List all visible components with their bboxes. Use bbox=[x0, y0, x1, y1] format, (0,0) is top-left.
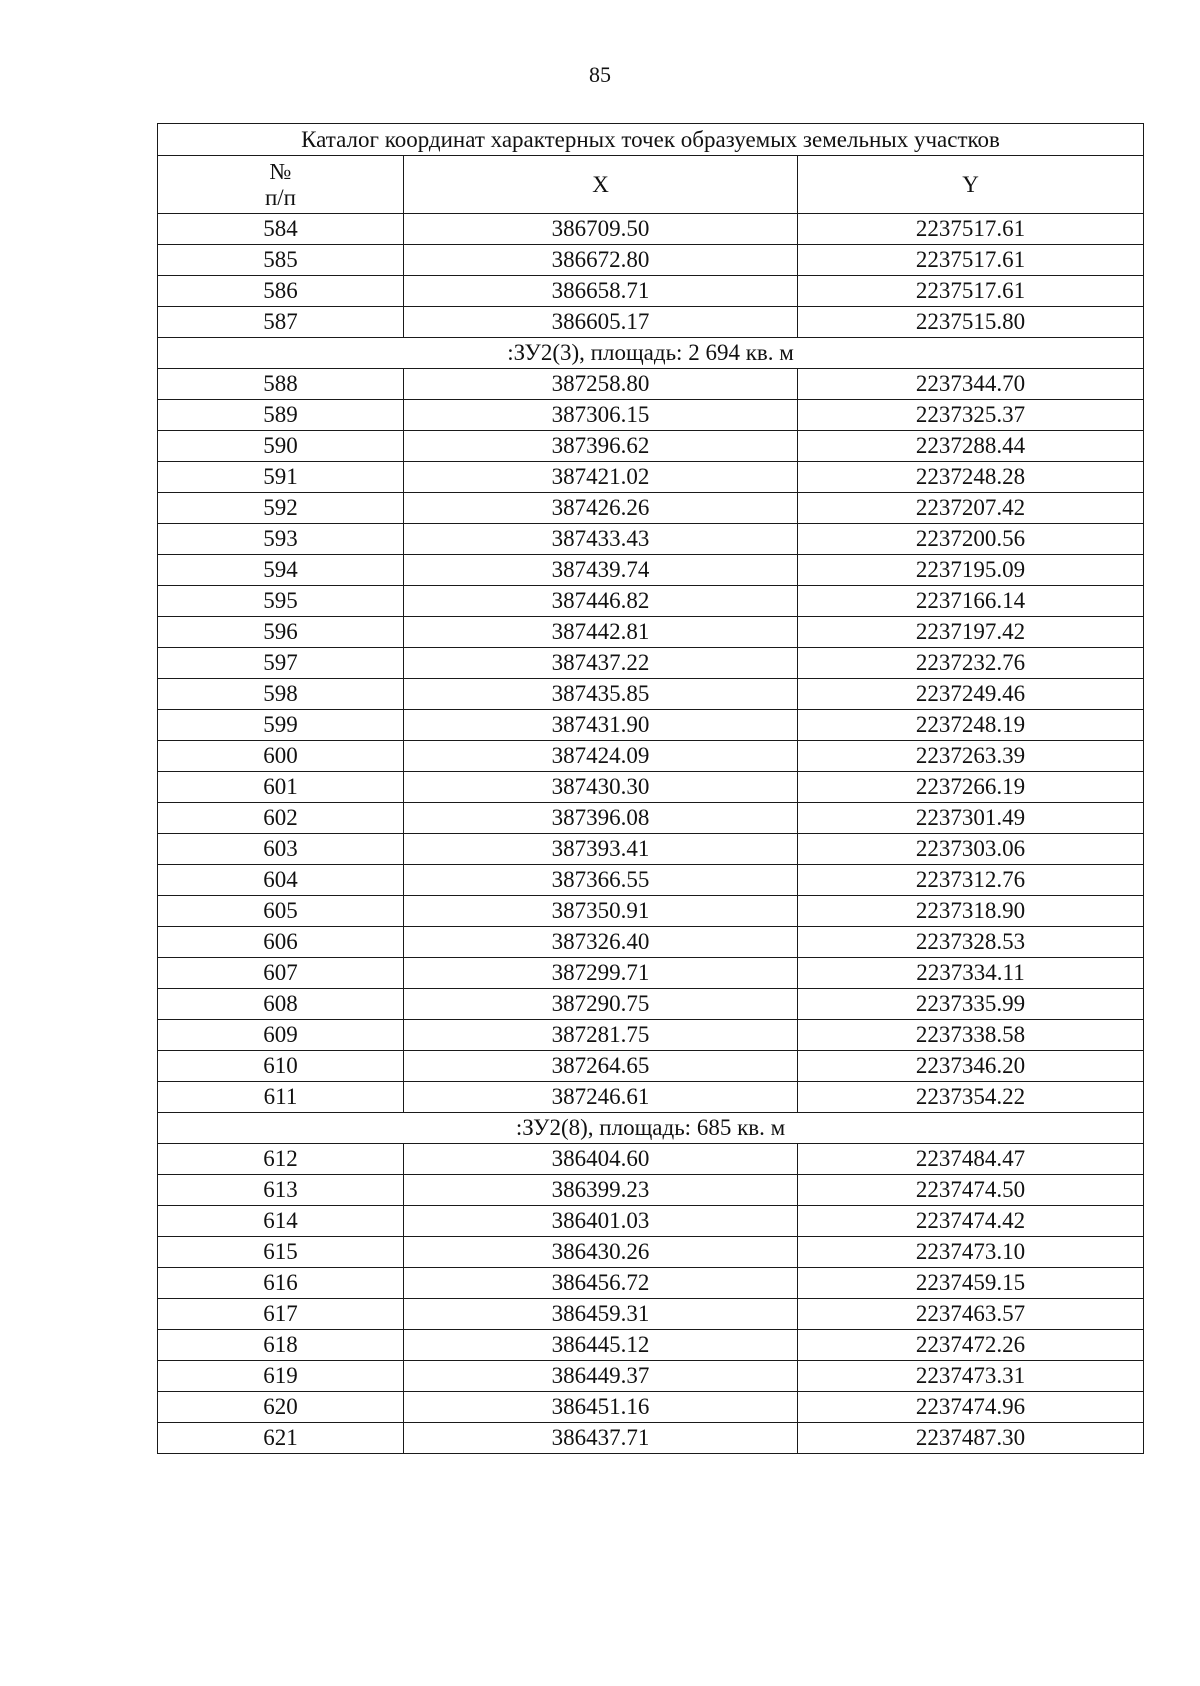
point-number-cell: 588 bbox=[158, 369, 404, 400]
table-row bbox=[158, 369, 1144, 400]
y-coordinate-cell: 2237517.61 bbox=[798, 245, 1144, 276]
point-number-cell: 597 bbox=[158, 648, 404, 679]
x-coordinate-cell: 387396.08 bbox=[404, 803, 798, 834]
y-coordinate-cell: 2237515.80 bbox=[798, 307, 1144, 338]
point-number-cell: 609 bbox=[158, 1020, 404, 1051]
point-number-cell: 611 bbox=[158, 1082, 404, 1113]
table-row bbox=[158, 214, 1144, 245]
x-coordinate-cell: 387396.62 bbox=[404, 431, 798, 462]
column-header-number-sign: № bbox=[269, 158, 292, 184]
table-row bbox=[158, 989, 1144, 1020]
table-row bbox=[158, 1082, 1144, 1113]
y-coordinate-cell: 2237334.11 bbox=[798, 958, 1144, 989]
table-row bbox=[158, 927, 1144, 958]
x-coordinate-cell: 387264.65 bbox=[404, 1051, 798, 1082]
x-coordinate-cell: 387290.75 bbox=[404, 989, 798, 1020]
y-coordinate-cell: 2237325.37 bbox=[798, 400, 1144, 431]
table-row bbox=[158, 245, 1144, 276]
y-coordinate-cell: 2237354.22 bbox=[798, 1082, 1144, 1113]
x-coordinate-cell: 387306.15 bbox=[404, 400, 798, 431]
y-coordinate-cell: 2237197.42 bbox=[798, 617, 1144, 648]
point-number-cell: 614 bbox=[158, 1206, 404, 1237]
table-row bbox=[158, 803, 1144, 834]
point-number-cell: 615 bbox=[158, 1237, 404, 1268]
point-number-cell: 590 bbox=[158, 431, 404, 462]
x-coordinate-cell: 387281.75 bbox=[404, 1020, 798, 1051]
table-row bbox=[158, 617, 1144, 648]
x-coordinate-cell: 387431.90 bbox=[404, 710, 798, 741]
section-row bbox=[158, 1113, 1144, 1144]
point-number-cell: 603 bbox=[158, 834, 404, 865]
y-coordinate-cell: 2237166.14 bbox=[798, 586, 1144, 617]
y-coordinate-cell: 2237463.57 bbox=[798, 1299, 1144, 1330]
point-number-cell: 594 bbox=[158, 555, 404, 586]
point-number-cell: 601 bbox=[158, 772, 404, 803]
table-row bbox=[158, 958, 1144, 989]
section-row bbox=[158, 338, 1144, 369]
point-number-cell: 617 bbox=[158, 1299, 404, 1330]
x-coordinate-cell: 387446.82 bbox=[404, 586, 798, 617]
x-coordinate-cell: 387426.26 bbox=[404, 493, 798, 524]
table-body bbox=[158, 214, 1144, 1454]
table-row bbox=[158, 772, 1144, 803]
table-row bbox=[158, 1237, 1144, 1268]
y-coordinate-cell: 2237288.44 bbox=[798, 431, 1144, 462]
point-number-cell: 589 bbox=[158, 400, 404, 431]
table-row bbox=[158, 1020, 1144, 1051]
x-coordinate-cell: 387439.74 bbox=[404, 555, 798, 586]
table-row bbox=[158, 1268, 1144, 1299]
section-label: :ЗУ2(8), площадь: 685 кв. м bbox=[158, 1113, 1144, 1144]
table-row bbox=[158, 896, 1144, 927]
point-number-cell: 604 bbox=[158, 865, 404, 896]
y-coordinate-cell: 2237303.06 bbox=[798, 834, 1144, 865]
point-number-cell: 598 bbox=[158, 679, 404, 710]
y-coordinate-cell: 2237301.49 bbox=[798, 803, 1144, 834]
x-coordinate-cell: 386456.72 bbox=[404, 1268, 798, 1299]
y-coordinate-cell: 2237328.53 bbox=[798, 927, 1144, 958]
table-row bbox=[158, 462, 1144, 493]
x-coordinate-cell: 386399.23 bbox=[404, 1175, 798, 1206]
x-coordinate-cell: 386404.60 bbox=[404, 1144, 798, 1175]
y-coordinate-cell: 2237517.61 bbox=[798, 276, 1144, 307]
page-number: 85 bbox=[589, 62, 611, 87]
x-coordinate-cell: 387430.30 bbox=[404, 772, 798, 803]
x-coordinate-cell: 386449.37 bbox=[404, 1361, 798, 1392]
x-coordinate-cell: 387421.02 bbox=[404, 462, 798, 493]
x-coordinate-cell: 387433.43 bbox=[404, 524, 798, 555]
point-number-cell: 592 bbox=[158, 493, 404, 524]
y-coordinate-cell: 2237517.61 bbox=[798, 214, 1144, 245]
y-coordinate-cell: 2237200.56 bbox=[798, 524, 1144, 555]
point-number-cell: 593 bbox=[158, 524, 404, 555]
table-row bbox=[158, 1392, 1144, 1423]
point-number-cell: 612 bbox=[158, 1144, 404, 1175]
point-number-cell: 591 bbox=[158, 462, 404, 493]
y-coordinate-cell: 2237207.42 bbox=[798, 493, 1144, 524]
column-header-x: X bbox=[404, 156, 798, 214]
column-header-number-abbr: п/п bbox=[264, 184, 296, 210]
x-coordinate-cell: 386451.16 bbox=[404, 1392, 798, 1423]
table-row bbox=[158, 1144, 1144, 1175]
x-coordinate-cell: 386709.50 bbox=[404, 214, 798, 245]
x-coordinate-cell: 387435.85 bbox=[404, 679, 798, 710]
point-number-cell: 584 bbox=[158, 214, 404, 245]
y-coordinate-cell: 2237473.10 bbox=[798, 1237, 1144, 1268]
y-coordinate-cell: 2237318.90 bbox=[798, 896, 1144, 927]
x-coordinate-cell: 387350.91 bbox=[404, 896, 798, 927]
x-coordinate-cell: 386401.03 bbox=[404, 1206, 798, 1237]
table-row bbox=[158, 710, 1144, 741]
x-coordinate-cell: 387442.81 bbox=[404, 617, 798, 648]
x-coordinate-cell: 386437.71 bbox=[404, 1423, 798, 1454]
y-coordinate-cell: 2237474.42 bbox=[798, 1206, 1144, 1237]
table-row bbox=[158, 400, 1144, 431]
y-coordinate-cell: 2237249.46 bbox=[798, 679, 1144, 710]
y-coordinate-cell: 2237195.09 bbox=[798, 555, 1144, 586]
point-number-cell: 602 bbox=[158, 803, 404, 834]
table-row bbox=[158, 1175, 1144, 1206]
y-coordinate-cell: 2237474.50 bbox=[798, 1175, 1144, 1206]
table-row bbox=[158, 741, 1144, 772]
x-coordinate-cell: 387393.41 bbox=[404, 834, 798, 865]
x-coordinate-cell: 387326.40 bbox=[404, 927, 798, 958]
y-coordinate-cell: 2237248.19 bbox=[798, 710, 1144, 741]
point-number-cell: 595 bbox=[158, 586, 404, 617]
table-title-row bbox=[158, 124, 1144, 156]
x-coordinate-cell: 386430.26 bbox=[404, 1237, 798, 1268]
point-number-cell: 613 bbox=[158, 1175, 404, 1206]
point-number-cell: 608 bbox=[158, 989, 404, 1020]
column-header-y: Y bbox=[798, 156, 1144, 214]
x-coordinate-cell: 386459.31 bbox=[404, 1299, 798, 1330]
table-row bbox=[158, 679, 1144, 710]
x-coordinate-cell: 387424.09 bbox=[404, 741, 798, 772]
point-number-cell: 587 bbox=[158, 307, 404, 338]
table-row bbox=[158, 524, 1144, 555]
point-number-cell: 600 bbox=[158, 741, 404, 772]
table-title: Каталог координат характерных точек образуемых земельных участков bbox=[158, 124, 1144, 156]
point-number-cell: 585 bbox=[158, 245, 404, 276]
x-coordinate-cell: 387258.80 bbox=[404, 369, 798, 400]
column-header-number bbox=[158, 156, 404, 214]
table-row bbox=[158, 834, 1144, 865]
x-coordinate-cell: 386605.17 bbox=[404, 307, 798, 338]
x-coordinate-cell: 387366.55 bbox=[404, 865, 798, 896]
point-number-cell: 616 bbox=[158, 1268, 404, 1299]
x-coordinate-cell: 387246.61 bbox=[404, 1082, 798, 1113]
y-coordinate-cell: 2237484.47 bbox=[798, 1144, 1144, 1175]
y-coordinate-cell: 2237248.28 bbox=[798, 462, 1144, 493]
point-number-cell: 599 bbox=[158, 710, 404, 741]
y-coordinate-cell: 2237266.19 bbox=[798, 772, 1144, 803]
y-coordinate-cell: 2237335.99 bbox=[798, 989, 1144, 1020]
table-row bbox=[158, 307, 1144, 338]
point-number-cell: 619 bbox=[158, 1361, 404, 1392]
y-coordinate-cell: 2237263.39 bbox=[798, 741, 1144, 772]
table-row bbox=[158, 865, 1144, 896]
table-header-row bbox=[158, 156, 1144, 214]
point-number-cell: 607 bbox=[158, 958, 404, 989]
x-coordinate-cell: 386658.71 bbox=[404, 276, 798, 307]
table-row bbox=[158, 586, 1144, 617]
y-coordinate-cell: 2237472.26 bbox=[798, 1330, 1144, 1361]
point-number-cell: 605 bbox=[158, 896, 404, 927]
table-row bbox=[158, 1051, 1144, 1082]
x-coordinate-cell: 386445.12 bbox=[404, 1330, 798, 1361]
table-row bbox=[158, 1206, 1144, 1237]
y-coordinate-cell: 2237487.30 bbox=[798, 1423, 1144, 1454]
point-number-cell: 596 bbox=[158, 617, 404, 648]
y-coordinate-cell: 2237338.58 bbox=[798, 1020, 1144, 1051]
section-label: :ЗУ2(3), площадь: 2 694 кв. м bbox=[158, 338, 1144, 369]
y-coordinate-cell: 2237312.76 bbox=[798, 865, 1144, 896]
x-coordinate-cell: 387299.71 bbox=[404, 958, 798, 989]
point-number-cell: 621 bbox=[158, 1423, 404, 1454]
point-number-cell: 610 bbox=[158, 1051, 404, 1082]
y-coordinate-cell: 2237459.15 bbox=[798, 1268, 1144, 1299]
y-coordinate-cell: 2237473.31 bbox=[798, 1361, 1144, 1392]
point-number-cell: 586 bbox=[158, 276, 404, 307]
y-coordinate-cell: 2237344.70 bbox=[798, 369, 1144, 400]
point-number-cell: 620 bbox=[158, 1392, 404, 1423]
table-row bbox=[158, 1330, 1144, 1361]
point-number-cell: 606 bbox=[158, 927, 404, 958]
table-row bbox=[158, 276, 1144, 307]
x-coordinate-cell: 387437.22 bbox=[404, 648, 798, 679]
coordinates-catalog-table bbox=[157, 123, 1144, 1454]
table-row bbox=[158, 1423, 1144, 1454]
table-row bbox=[158, 1299, 1144, 1330]
y-coordinate-cell: 2237474.96 bbox=[798, 1392, 1144, 1423]
table-row bbox=[158, 431, 1144, 462]
y-coordinate-cell: 2237232.76 bbox=[798, 648, 1144, 679]
table-row bbox=[158, 555, 1144, 586]
y-coordinate-cell: 2237346.20 bbox=[798, 1051, 1144, 1082]
x-coordinate-cell: 386672.80 bbox=[404, 245, 798, 276]
table-row bbox=[158, 1361, 1144, 1392]
table-row bbox=[158, 493, 1144, 524]
table-row bbox=[158, 648, 1144, 679]
point-number-cell: 618 bbox=[158, 1330, 404, 1361]
